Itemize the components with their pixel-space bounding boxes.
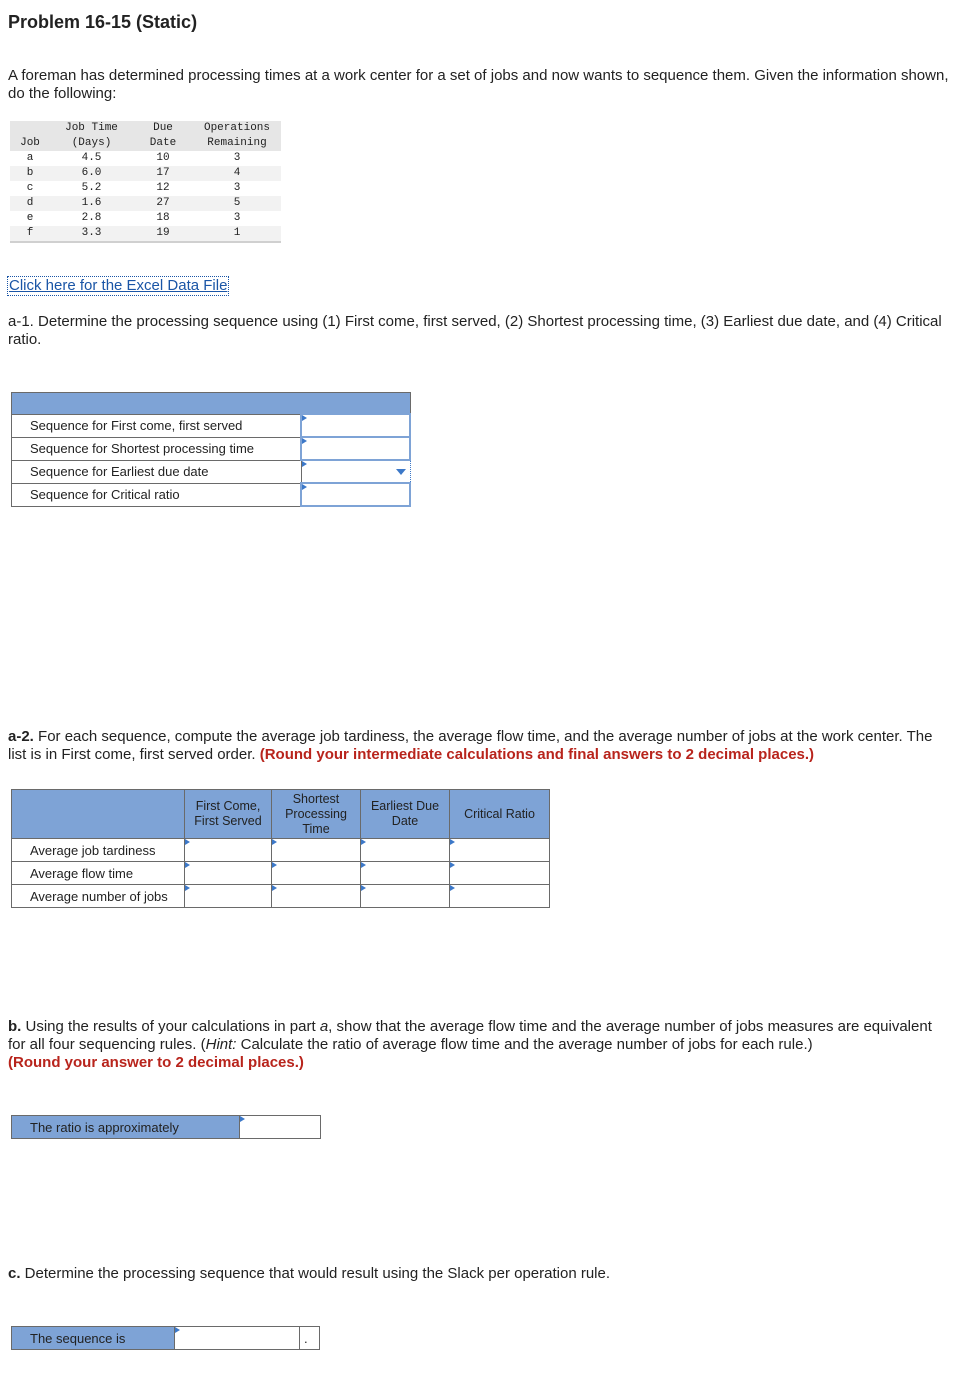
jobs-fcfs-input[interactable]	[185, 885, 272, 908]
table-row: c 5.2 12 3	[26, 182, 241, 194]
col-job: Job	[10, 121, 50, 151]
intro-text: A foreman has determined processing times at a work center for a set of jobs and now wants to sequence them. Given the information shown, do the following:	[8, 67, 949, 102]
a1-row-label: Sequence for Critical ratio	[12, 483, 302, 506]
table-row: b 6.0 17 4	[10, 166, 281, 181]
a1-row-label: Sequence for Shortest processing time	[12, 437, 302, 460]
a2-prompt: a-2. For each sequence, compute the average job tardiness, the average flow time, and the average number of jobs at the work center. The list is in First come, first served order. (Round your intermediate calculations and final answers to 2 decimal places.)	[8, 728, 933, 763]
table-row	[12, 885, 550, 908]
table-row: f 3.3 19 1	[10, 226, 281, 242]
table-row	[12, 460, 411, 483]
flow-edd-input[interactable]	[361, 862, 450, 885]
a1-sequence-table	[11, 392, 411, 507]
tardiness-fcfs-input[interactable]	[185, 839, 272, 862]
a2-row-label: Average flow time	[12, 862, 185, 885]
spt-sequence-input[interactable]	[301, 437, 410, 460]
a2-row-label: Average job tardiness	[12, 839, 185, 862]
a2-row-label: Average number of jobs	[12, 885, 185, 908]
table-row: a 4.5 10 3	[26, 152, 241, 164]
fcfs-sequence-input[interactable]	[301, 414, 410, 437]
slack-sequence-input[interactable]	[175, 1327, 300, 1350]
col-edd: Earliest Due Date	[361, 790, 450, 839]
table-row: e 2.8 18 3	[26, 212, 241, 224]
sequence-label: The sequence is	[12, 1327, 175, 1350]
table-row	[12, 839, 550, 862]
a2-metrics-table	[11, 789, 550, 908]
tardiness-spt-input[interactable]	[272, 839, 361, 862]
tardiness-edd-input[interactable]	[361, 839, 450, 862]
chevron-down-icon	[396, 469, 406, 475]
col-due-date: Due Date	[133, 121, 193, 151]
cr-sequence-input[interactable]	[301, 483, 410, 506]
jobs-edd-input[interactable]	[361, 885, 450, 908]
a1-row-label: Sequence for First come, first served	[12, 414, 302, 437]
c-sequence-table	[11, 1326, 320, 1350]
excel-data-link[interactable]: Click here for the Excel Data File	[9, 277, 228, 294]
table-row	[12, 414, 411, 437]
edd-sequence-select[interactable]	[301, 460, 410, 483]
a1-row-label: Sequence for Earliest due date	[12, 460, 302, 483]
col-job-time: Job Time (Days)	[50, 121, 133, 151]
ratio-input[interactable]	[240, 1116, 321, 1139]
sequence-period: .	[300, 1327, 320, 1350]
table-row	[12, 437, 411, 460]
col-fcfs: First Come, First Served	[185, 790, 272, 839]
table-row	[12, 483, 411, 506]
jobs-cr-input[interactable]	[450, 885, 550, 908]
b-prompt: b. Using the results of your calculations in part a, show that the average flow time and the average number of jobs measures are equivalent for all four sequencing rules. (Hint: Calculate the ratio of average flow time and the average number of jobs for each rule.) (Round your answer to 2 decimal places.)	[8, 1018, 932, 1071]
a1-prompt: a-1. Determine the processing sequence using (1) First come, first served, (2) Shortest processing time, (3) Earliest due date, and (4) Critical ratio.	[8, 313, 942, 348]
flow-cr-input[interactable]	[450, 862, 550, 885]
col-operations: Operations Remaining	[193, 121, 281, 151]
table-row: d 1.6 27 5	[10, 196, 281, 211]
flow-spt-input[interactable]	[272, 862, 361, 885]
job-data-table	[10, 121, 281, 243]
ratio-label: The ratio is approximately	[12, 1116, 240, 1139]
table-row	[12, 862, 550, 885]
b-ratio-table	[11, 1115, 321, 1139]
page-title: Problem 16-15 (Static)	[8, 12, 198, 32]
tardiness-cr-input[interactable]	[450, 839, 550, 862]
col-spt: Shortest Processing Time	[272, 790, 361, 839]
c-prompt: c. Determine the processing sequence that would result using the Slack per operation rule.	[8, 1265, 611, 1282]
a2-header-blank	[12, 790, 185, 839]
jobs-spt-input[interactable]	[272, 885, 361, 908]
a1-header	[12, 393, 411, 415]
flow-fcfs-input[interactable]	[185, 862, 272, 885]
col-cr: Critical Ratio	[450, 790, 550, 839]
